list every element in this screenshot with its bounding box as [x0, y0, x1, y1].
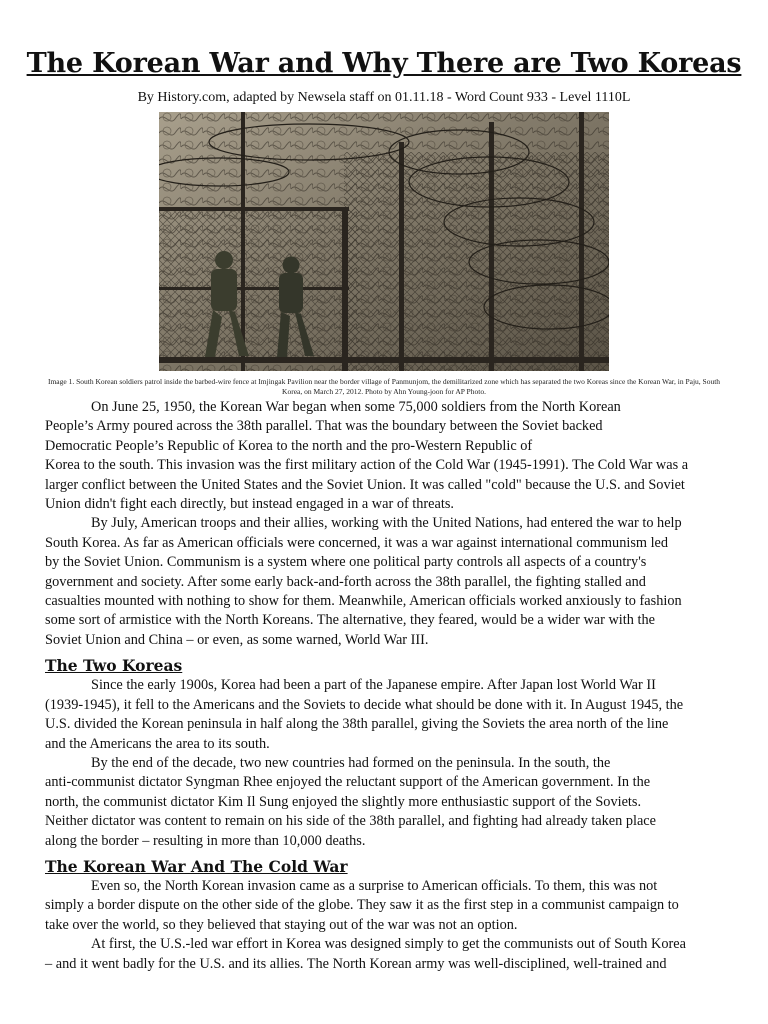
paragraph-continued: [45, 534, 735, 650]
paragraph-continued: [45, 955, 735, 974]
text-line: Soviet Union and China – or even, as some warned, World War III.: [45, 631, 429, 648]
text-line: Union didn't fight each directly, but instead engaged in a war of threats.: [45, 496, 454, 513]
paragraph: [45, 754, 735, 773]
text-line: Even so, the North Korean invasion came as a surprise to American officials. To them, this was not: [91, 877, 658, 894]
text-line: At first, the U.S.-led war effort in Korea was designed simply to get the communists out of South Korea: [91, 936, 686, 953]
text-line: government and society. After some early back-and-forth across the 38th parallel, the fighting stalled and: [45, 573, 646, 590]
paragraph: [45, 398, 735, 417]
byline: By History.com, adapted by Newsela staff on 01.11.18 - Word Count 933 - Level 1110L: [137, 90, 631, 105]
paragraph: [45, 877, 735, 896]
photo-illustration: [159, 112, 609, 371]
text-line: People’s Army poured across the 38th parallel. That was the boundary between the Soviet backed: [45, 418, 603, 435]
text-line: take over the world, so they believed that staying out of the war was not an option.: [45, 916, 518, 933]
text-line: Democratic People’s Republic of Korea to the north and the pro-Western Republic of: [45, 437, 533, 454]
section-heading: The Two Koreas: [45, 656, 183, 676]
text-line: – and it went badly for the U.S. and its allies. The North Korean army was well-disciplined, well-trained and: [45, 955, 667, 972]
text-line: by the Soviet Union. Communism is a system where one political party controls all aspects of a country's: [45, 554, 647, 571]
text-line: (1939-1945), it fell to the Americans and the Soviets to decide what should be done with it. In August 1945, the: [45, 696, 684, 713]
text-line: U.S. divided the Korean peninsula in half along the 38th parallel, giving the Soviets the area north of the line: [45, 716, 669, 733]
article-body: [45, 398, 735, 974]
paragraph-continued: [45, 417, 735, 514]
text-line: larger conflict between the United States and the Soviet Union. It was called "cold" because the U.S. and Soviet: [45, 476, 685, 493]
text-line: simply a border dispute on the other side of the globe. They saw it as the first step in a communist campaign to: [45, 897, 679, 914]
section-heading: The Korean War And The Cold War: [45, 856, 348, 876]
text-line: along the border – resulting in more than 10,000 deaths.: [45, 832, 366, 849]
paragraph-continued: [45, 696, 735, 754]
text-line: some sort of armistice with the North Koreans. The alternative, they feared, would be a wider war with the: [45, 612, 655, 629]
article-photo: [159, 112, 609, 371]
paragraph: [45, 514, 735, 533]
text-line: South Korea. As far as American officials were concerned, it was a war against international communism led: [45, 534, 669, 551]
text-line: Korea to the south. This invasion was the first military action of the Cold War (1945-1991). The Cold War was a: [45, 457, 689, 474]
text-line: By the end of the decade, two new countries had formed on the peninsula. In the south, the: [91, 754, 611, 771]
paragraph: [45, 935, 735, 954]
text-line: casualties mounted with nothing to show for them. Meanwhile, American officials worked anxiously to fashion: [45, 593, 682, 610]
text-line: Neither dictator was content to remain on his side of the 38th parallel, and fighting had already taken place: [45, 813, 656, 830]
document-title: The Korean War and Why There are Two Koreas: [26, 48, 742, 79]
paragraph: [45, 676, 735, 695]
text-line: Since the early 1900s, Korea had been a part of the Japanese empire. After Japan lost World War II: [91, 677, 656, 694]
text-line: north, the communist dictator Kim Il Sung enjoyed the slightly more enthusiastic support of the Soviets.: [45, 793, 642, 810]
text-line: anti-communist dictator Syngman Rhee enjoyed the reluctant support of the American government. In the: [45, 774, 651, 791]
text-line: On June 25, 1950, the Korean War began when some 75,000 soldiers from the North Korean: [91, 399, 621, 415]
paragraph-continued: [45, 896, 735, 935]
text-line: By July, American troops and their allies, working with the United Nations, had entered the war to help: [91, 515, 682, 532]
photo-caption: Image 1. South Korean soldiers patrol inside the barbed-wire fence at Imjingak Pavilion near the border village of Panmunjom, the demilitarized zone which has separated the two Koreas since the Korean War, in Paju, South Korea, on March 27, 2012. Photo by Ahn Young-joon for AP Photo.: [47, 377, 721, 396]
text-line: and the Americans the area to its south.: [45, 735, 270, 752]
paragraph-continued: [45, 773, 735, 851]
